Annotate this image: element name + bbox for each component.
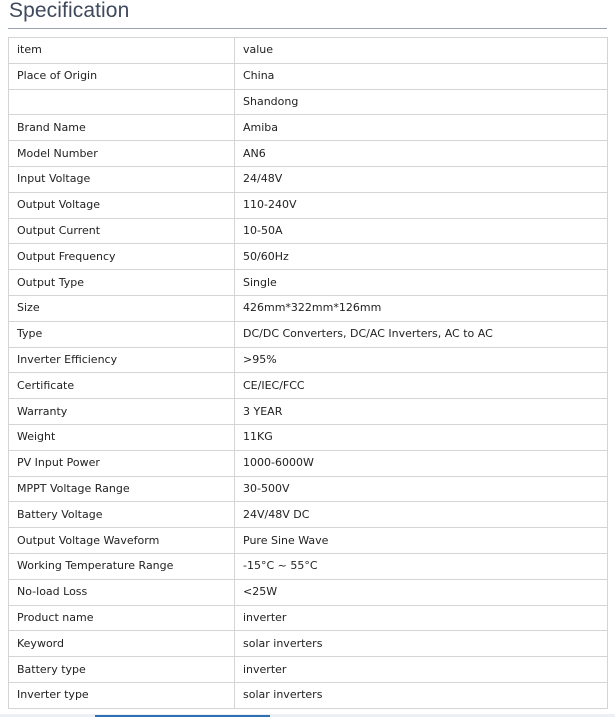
spec-value-cell: inverter — [235, 657, 608, 683]
spec-value-cell: 1000-6000W — [235, 450, 608, 476]
table-row — [9, 631, 608, 657]
spec-item-cell: Inverter type — [9, 682, 235, 708]
spec-value-cell: 10-50A — [235, 218, 608, 244]
spec-item-cell: Keyword — [9, 631, 235, 657]
spec-item-cell: Output Frequency — [9, 244, 235, 270]
spec-item-cell — [9, 89, 235, 115]
spec-value-cell: 426mm*322mm*126mm — [235, 295, 608, 321]
table-row — [9, 63, 608, 89]
spec-item-cell: Output Type — [9, 270, 235, 296]
spec-value-cell: 24V/48V DC — [235, 502, 608, 528]
table-row — [9, 502, 608, 528]
page-title: Specification — [9, 0, 130, 22]
table-row — [9, 399, 608, 425]
spec-item-cell: PV Input Power — [9, 450, 235, 476]
spec-value-cell: >95% — [235, 347, 608, 373]
table-row — [9, 295, 608, 321]
table-row — [9, 424, 608, 450]
spec-value-cell: China — [235, 63, 608, 89]
table-row — [9, 476, 608, 502]
specification-table-body — [9, 38, 608, 709]
spec-value-cell: DC/DC Converters, DC/AC Inverters, AC to AC — [235, 321, 608, 347]
spec-item-cell: Product name — [9, 605, 235, 631]
table-row — [9, 166, 608, 192]
spec-value-cell: 110-240V — [235, 192, 608, 218]
spec-item-cell: Battery Voltage — [9, 502, 235, 528]
spec-item-cell: Input Voltage — [9, 166, 235, 192]
spec-item-cell: Certificate — [9, 373, 235, 399]
spec-item-cell: Output Current — [9, 218, 235, 244]
column-header-value: value — [235, 38, 608, 64]
spec-item-cell: Warranty — [9, 399, 235, 425]
column-header-item: item — [9, 38, 235, 64]
spec-item-cell: Working Temperature Range — [9, 553, 235, 579]
spec-item-cell: Model Number — [9, 141, 235, 167]
spec-item-cell: Size — [9, 295, 235, 321]
table-row — [9, 579, 608, 605]
table-row — [9, 373, 608, 399]
spec-value-cell: CE/IEC/FCC — [235, 373, 608, 399]
spec-value-cell: solar inverters — [235, 631, 608, 657]
spec-value-cell: <25W — [235, 579, 608, 605]
title-divider — [8, 28, 607, 29]
table-row — [9, 244, 608, 270]
spec-item-cell: No-load Loss — [9, 579, 235, 605]
spec-item-cell: MPPT Voltage Range — [9, 476, 235, 502]
table-row — [9, 682, 608, 708]
spec-value-cell: Amiba — [235, 115, 608, 141]
spec-value-cell: 30-500V — [235, 476, 608, 502]
spec-value-cell: 3 YEAR — [235, 399, 608, 425]
table-row — [9, 218, 608, 244]
table-row — [9, 270, 608, 296]
table-header-row — [9, 38, 608, 64]
spec-value-cell: inverter — [235, 605, 608, 631]
spec-value-cell: Shandong — [235, 89, 608, 115]
table-row — [9, 321, 608, 347]
spec-value-cell: solar inverters — [235, 682, 608, 708]
spec-item-cell: Type — [9, 321, 235, 347]
table-row — [9, 141, 608, 167]
spec-item-cell: Battery type — [9, 657, 235, 683]
spec-value-cell: AN6 — [235, 141, 608, 167]
spec-item-cell: Output Voltage — [9, 192, 235, 218]
spec-item-cell: Weight — [9, 424, 235, 450]
specification-table — [8, 37, 608, 709]
spec-value-cell: 11KG — [235, 424, 608, 450]
spec-item-cell: Place of Origin — [9, 63, 235, 89]
table-row — [9, 347, 608, 373]
spec-value-cell: 24/48V — [235, 166, 608, 192]
table-row — [9, 657, 608, 683]
spec-value-cell: Single — [235, 270, 608, 296]
table-row — [9, 192, 608, 218]
table-row — [9, 450, 608, 476]
spec-value-cell: Pure Sine Wave — [235, 528, 608, 554]
table-row — [9, 89, 608, 115]
spec-item-cell: Brand Name — [9, 115, 235, 141]
table-row — [9, 553, 608, 579]
spec-item-cell: Inverter Efficiency — [9, 347, 235, 373]
table-row — [9, 115, 608, 141]
spec-value-cell: 50/60Hz — [235, 244, 608, 270]
table-row — [9, 605, 608, 631]
spec-value-cell: -15°C ~ 55°C — [235, 553, 608, 579]
table-row — [9, 528, 608, 554]
spec-item-cell: Output Voltage Waveform — [9, 528, 235, 554]
